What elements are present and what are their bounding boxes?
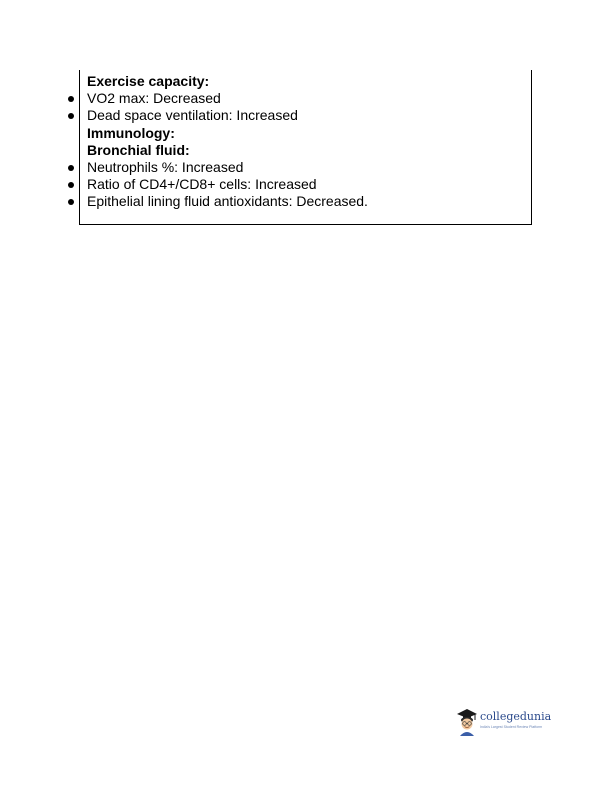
list-item: Neutrophils %: Increased xyxy=(87,159,244,175)
collegedunia-logo xyxy=(456,707,556,739)
list-item: Dead space ventilation: Increased xyxy=(87,107,298,123)
bullet-icon xyxy=(68,182,74,188)
bullet-icon xyxy=(68,96,74,102)
logo-wordmark: collegedunia xyxy=(480,710,552,723)
list-item: Ratio of CD4+/CD8+ cells: Increased xyxy=(87,176,317,192)
logo-tagline: India's Largest Student Review Platform xyxy=(480,725,543,729)
bullet-icon xyxy=(68,165,74,171)
bronchial-fluid-heading: Bronchial fluid: xyxy=(87,142,190,158)
exercise-capacity-heading: Exercise capacity: xyxy=(87,73,210,89)
student-mascot-icon xyxy=(456,707,478,737)
bullet-icon xyxy=(68,199,74,205)
list-item: VO2 max: Decreased xyxy=(87,90,221,106)
list-item: Epithelial lining fluid antioxidants: Decreased. xyxy=(87,193,368,209)
immunology-heading: Immunology: xyxy=(87,125,175,141)
bullet-icon xyxy=(68,113,74,119)
